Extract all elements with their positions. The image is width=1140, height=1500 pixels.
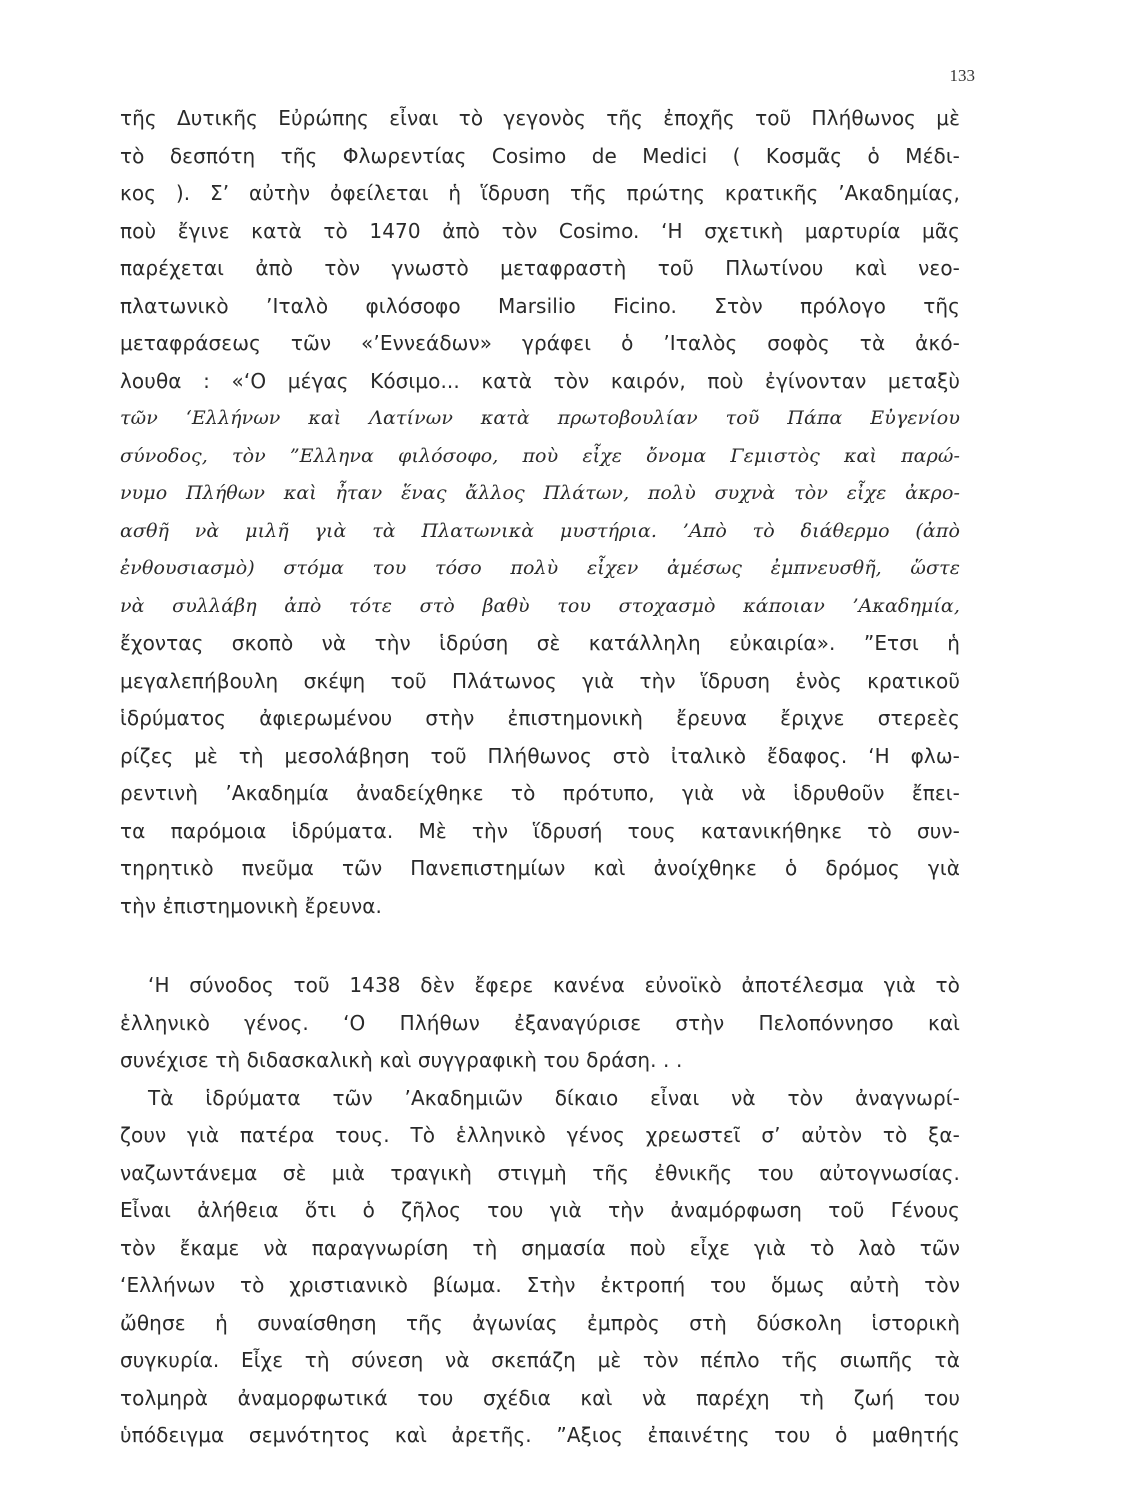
- text-line: ζουν γιὰ πατέρα τους. Τὸ ἑλληνικὸ γένος χρεωστεῖ σ’ αὐτὸν τὸ ξα-: [120, 1123, 960, 1147]
- text-line: ἑλληνικὸ γένος. ‘Ο Πλήθων ἐξαναγύρισε στὴν Πελοπόννησο καὶ: [120, 1010, 960, 1035]
- text-line: τηρητικὸ πνεῦμα τῶν Πανεπιστημίων καὶ ἀνοίχθηκε ὁ δρόμος γιὰ: [120, 856, 960, 880]
- text-line: ‘Η σύνοδος τοῦ 1438 δὲν ἔφερε κανένα εὐνοϊκὸ ἀποτέλεσμα γιὰ τὸ: [148, 973, 960, 997]
- text-line: τῆς Δυτικῆς Εὐρώπης εἶναι τὸ γεγονὸς τῆς ἐποχῆς τοῦ Πλήθωνος μὲ: [120, 106, 960, 130]
- document-body: [120, 100, 960, 1455]
- text-line: τα παρόμοια ἱδρύματα. Μὲ τὴν ἵδρυσή τους κατανικήθηκε τὸ συν-: [120, 818, 960, 843]
- page-number: 133: [949, 66, 975, 85]
- quoted-text-line: νὰ συλλάβη ἀπὸ τότε στὸ βαθὺ του στοχασμὸ κάποιαν ’Ακαδημία,: [120, 594, 960, 617]
- text-line: ἔχοντας σκοπὸ νὰ τὴν ἱδρύση σὲ κατάλληλη εὐκαιρία». ”Ετσι ἡ: [120, 631, 960, 655]
- quoted-text-line: ἐνθουσιασμὸ) στόμα του τόσο πολὺ εἶχεν ἀμέσως ἐμπνευσθῆ, ὥστε: [120, 557, 960, 579]
- text-line: ὑπόδειγμα σεμνότητος καὶ ἀρετῆς. ”Αξιος ἐπαινέτης του ὁ μαθητής: [120, 1423, 960, 1447]
- quoted-text-line: ασθῆ νὰ μιλῆ γιὰ τὰ Πλατωνικὰ μυστήρια. ’Απὸ τὸ διάθερμο (ἀπὸ: [120, 519, 960, 542]
- text-line: ὤθησε ἡ συναίσθηση τῆς ἀγωνίας ἐμπρὸς στὴ δύσκολη ἱστορικὴ: [120, 1310, 960, 1335]
- text-line: κος ). Σ’ αὐτὴν ὀφείλεται ἡ ἵδρυση τῆς πρώτης κρατικῆς ’Ακαδημίας,: [120, 181, 960, 205]
- text-line: παρέχεται ἀπὸ τὸν γνωστὸ μεταφραστὴ τοῦ Πλωτίνου καὶ νεο-: [120, 256, 960, 280]
- paragraph-gap: [120, 925, 960, 967]
- text-line: Εἶναι ἀλήθεια ὅτι ὁ ζῆλος του γιὰ τὴν ἀναμόρφωση τοῦ Γένους: [120, 1198, 960, 1222]
- quoted-text-line: τῶν ‘Ελλήνων καὶ Λατίνων κατὰ πρωτοβουλίαν τοῦ Πάπα Εὐγενίου: [120, 407, 960, 429]
- text-line: πλατωνικὸ ’Ιταλὸ φιλόσοφο Marsilio Ficino. Στὸν πρόλογο τῆς: [120, 293, 960, 318]
- text-line: λουθα : «‘Ο μέγας Κόσιμο... κατὰ τὸν καιρόν, ποὺ ἐγίνονταν μεταξὺ: [120, 368, 960, 393]
- text-line: Τὰ ἱδρύματα τῶν ’Ακαδημιῶν δίκαιο εἶναι νὰ τὸν ἀναγνωρί-: [148, 1085, 960, 1110]
- quoted-text-line: νυμο Πλήθων καὶ ἦταν ἕνας ἄλλος Πλάτων, πολὺ συχνὰ τὸν εἶχε ἀκρο-: [120, 482, 960, 504]
- quoted-text-line: σύνοδος, τὸν ”Ελληνα φιλόσοφο, ποὺ εἶχε ὄνομα Γεμιστὸς καὶ παρώ-: [120, 444, 960, 467]
- text-line: ἱδρύματος ἀφιερωμένου στὴν ἐπιστημονικὴ ἔρευνα ἔριχνε στερεὲς: [120, 706, 960, 730]
- text-line: μεταφράσεως τῶν «’Εννεάδων» γράφει ὁ ’Ιταλὸς σοφὸς τὰ ἀκό-: [120, 331, 960, 355]
- paragraph-1: [120, 100, 960, 925]
- text-line: ποὺ ἔγινε κατὰ τὸ 1470 ἀπὸ τὸν Cosimo. ‘Η σχετικὴ μαρτυρία μᾶς: [120, 218, 960, 243]
- paragraph-3: [120, 1080, 960, 1455]
- text-line: συγκυρία. Εἶχε τὴ σύνεση νὰ σκεπάζη μὲ τὸν πέπλο τῆς σιωπῆς τὰ: [120, 1348, 960, 1372]
- text-line: τὸ δεσπότη τῆς Φλωρεντίας Cosimo de Medici ( Κοσμᾶς ὁ Μέδι-: [120, 143, 960, 168]
- text-line: συνέχισε τὴ διδασκαλικὴ καὶ συγγραφικὴ του δράση. . .: [120, 1048, 683, 1072]
- text-line: τὸν ἔκαμε νὰ παραγνωρίση τὴ σημασία ποὺ εἶχε γιὰ τὸ λαὸ τῶν: [120, 1235, 960, 1260]
- text-line: ναζωντάνεμα σὲ μιὰ τραγικὴ στιγμὴ τῆς ἐθνικῆς του αὐτογνωσίας.: [120, 1160, 960, 1185]
- text-line: ‘Ελλήνων τὸ χριστιανικὸ βίωμα. Στὴν ἐκτροπή του ὅμως αὐτὴ τὸν: [120, 1273, 960, 1297]
- paragraph-2: [120, 967, 960, 1080]
- text-line: μεγαλεπήβουλη σκέψη τοῦ Πλάτωνος γιὰ τὴν ἵδρυση ἑνὸς κρατικοῦ: [120, 668, 960, 693]
- text-line: τὴν ἐπιστημονικὴ ἔρευνα.: [120, 893, 382, 918]
- text-line: ρίζες μὲ τὴ μεσολάβηση τοῦ Πλήθωνος στὸ ἰταλικὸ ἔδαφος. ‘Η φλω-: [120, 743, 960, 768]
- text-line: ρεντινὴ ’Ακαδημία ἀναδείχθηκε τὸ πρότυπο, γιὰ νὰ ἱδρυθοῦν ἔπει-: [120, 781, 960, 805]
- text-line: τολμηρὰ ἀναμορφωτικά του σχέδια καὶ νὰ παρέχη τὴ ζωή του: [120, 1385, 960, 1410]
